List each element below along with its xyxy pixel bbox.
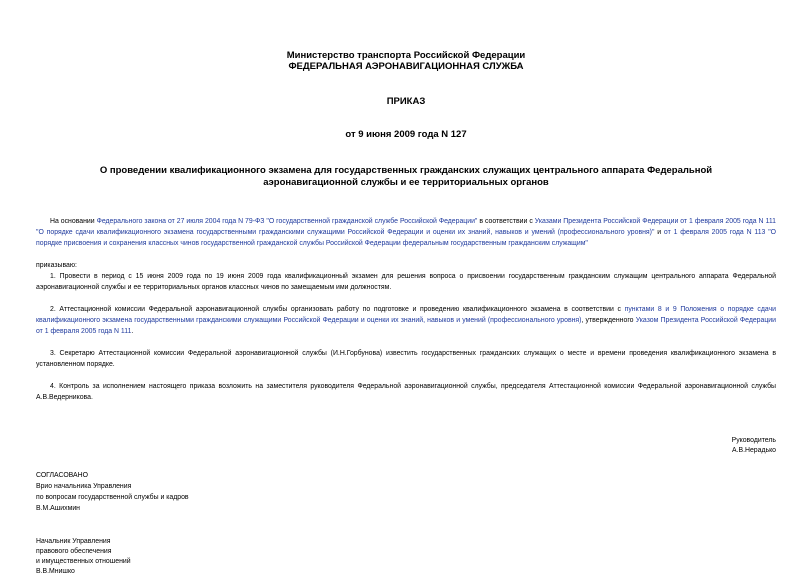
agreement-block-2 xyxy=(36,537,776,577)
basis-text-3: и xyxy=(654,229,664,236)
agreement-title: СОГЛАСОВАНО xyxy=(36,472,88,479)
president-decree-113-link[interactable]: от 1 февраля 2005 года N 113 "О порядке присвоения и сохранения классных чинов государственной гражданской службы Российской Федерации федеральным государственным гражданским служащим" xyxy=(36,229,776,247)
document-type: ПРИКАЗ xyxy=(386,96,426,107)
basis-text-1: На основании xyxy=(50,218,97,225)
agreement-line-1: Врио начальника Управления xyxy=(36,483,132,490)
basis-text-2: в соответствии с xyxy=(477,218,535,225)
document-date-number: от 9 июня 2009 года N 127 xyxy=(345,129,467,140)
document-subject: О проведении квалификационного экзамена для государственных гражданских служащих центрального аппарата Федеральной аэронавигационной службы и ее территориальных органов xyxy=(99,165,713,188)
agreement2-line-2: правового обеспечения xyxy=(36,548,112,555)
service-name: ФЕДЕРАЛЬНАЯ АЭРОНАВИГАЦИОННАЯ СЛУЖБА xyxy=(288,61,524,72)
agreement-signer: В.М.Ашихмин xyxy=(36,505,80,512)
basis-paragraph xyxy=(36,216,776,249)
agreement2-line-3: и имущественных отношений xyxy=(36,558,131,565)
president-decree-link[interactable]: Указом Президента Российской Федерации от 1 февраля 2005 года N 111 xyxy=(36,317,776,335)
federal-law-link[interactable]: Федерального закона от 27 июля 2004 года N 79-ФЗ "О государственной гражданской службе Российской Федерации" xyxy=(96,218,478,225)
agreement-block xyxy=(36,470,776,514)
item2-text-3: . xyxy=(131,328,134,335)
order-item-2 xyxy=(36,304,776,337)
regulation-points-link[interactable]: пунктами 8 и 9 Положения о порядке сдачи квалификационного экзамена государственными гражданскими служащими Российской Федерации и оценки их знаний, навыков и умений (профессионального уровня) xyxy=(36,306,776,324)
item2-text-1: 2. Аттестационной комиссии Федеральной аэронавигационной службы организовать работу по подготовке и проведению квалификационного экзамена в соответствии с xyxy=(50,306,625,313)
order-item-3: 3. Секретарю Аттестационной комиссии Федеральной аэронавигационной службы (И.Н.Горбунова) известить государственных гражданских служащих о месте и времени проведения квалификационного экзамена в установленном порядке. xyxy=(36,350,776,368)
agreement2-line-1: Начальник Управления xyxy=(36,538,111,545)
ministry-name: Министерство транспорта Российской Федерации xyxy=(286,50,526,61)
item2-text-2: , утвержденного xyxy=(581,317,636,324)
document-page xyxy=(36,0,776,577)
president-decree-111-link[interactable]: Указами Президента Российской Федерации от 1 февраля 2005 года N 111 "О порядке сдачи квалификационного экзамена государственными гражданскими служащими Российской Федерации и оценки их знаний, навыков и умений (профессионального уровня)" xyxy=(36,218,776,236)
agreement-line-2: по вопросам государственной службы и кадров xyxy=(36,494,189,501)
agreement2-signer: В.В.Мнишко xyxy=(36,568,75,575)
signature-block xyxy=(36,436,776,456)
order-verb: приказываю: xyxy=(36,262,77,269)
signature-position: Руководитель xyxy=(731,437,776,444)
order-item-4: 4. Контроль за исполнением настоящего приказа возложить на заместителя руководителя Федеральной аэронавигационной службы, председателя Аттестационной комиссии Федеральной аэронавигационной службы А.В.Ведерникова. xyxy=(36,383,776,401)
signature-name: А.В.Нерадько xyxy=(731,447,776,454)
order-item-1: 1. Провести в период с 15 июня 2009 года по 19 июня 2009 года квалификационный экзамен для решения вопроса о присвоении государственным гражданским служащим центрального аппарата Федеральной аэронавигационной службы и ее территориальных органов классных чинов по замещаемым ими должностям. xyxy=(36,273,776,291)
